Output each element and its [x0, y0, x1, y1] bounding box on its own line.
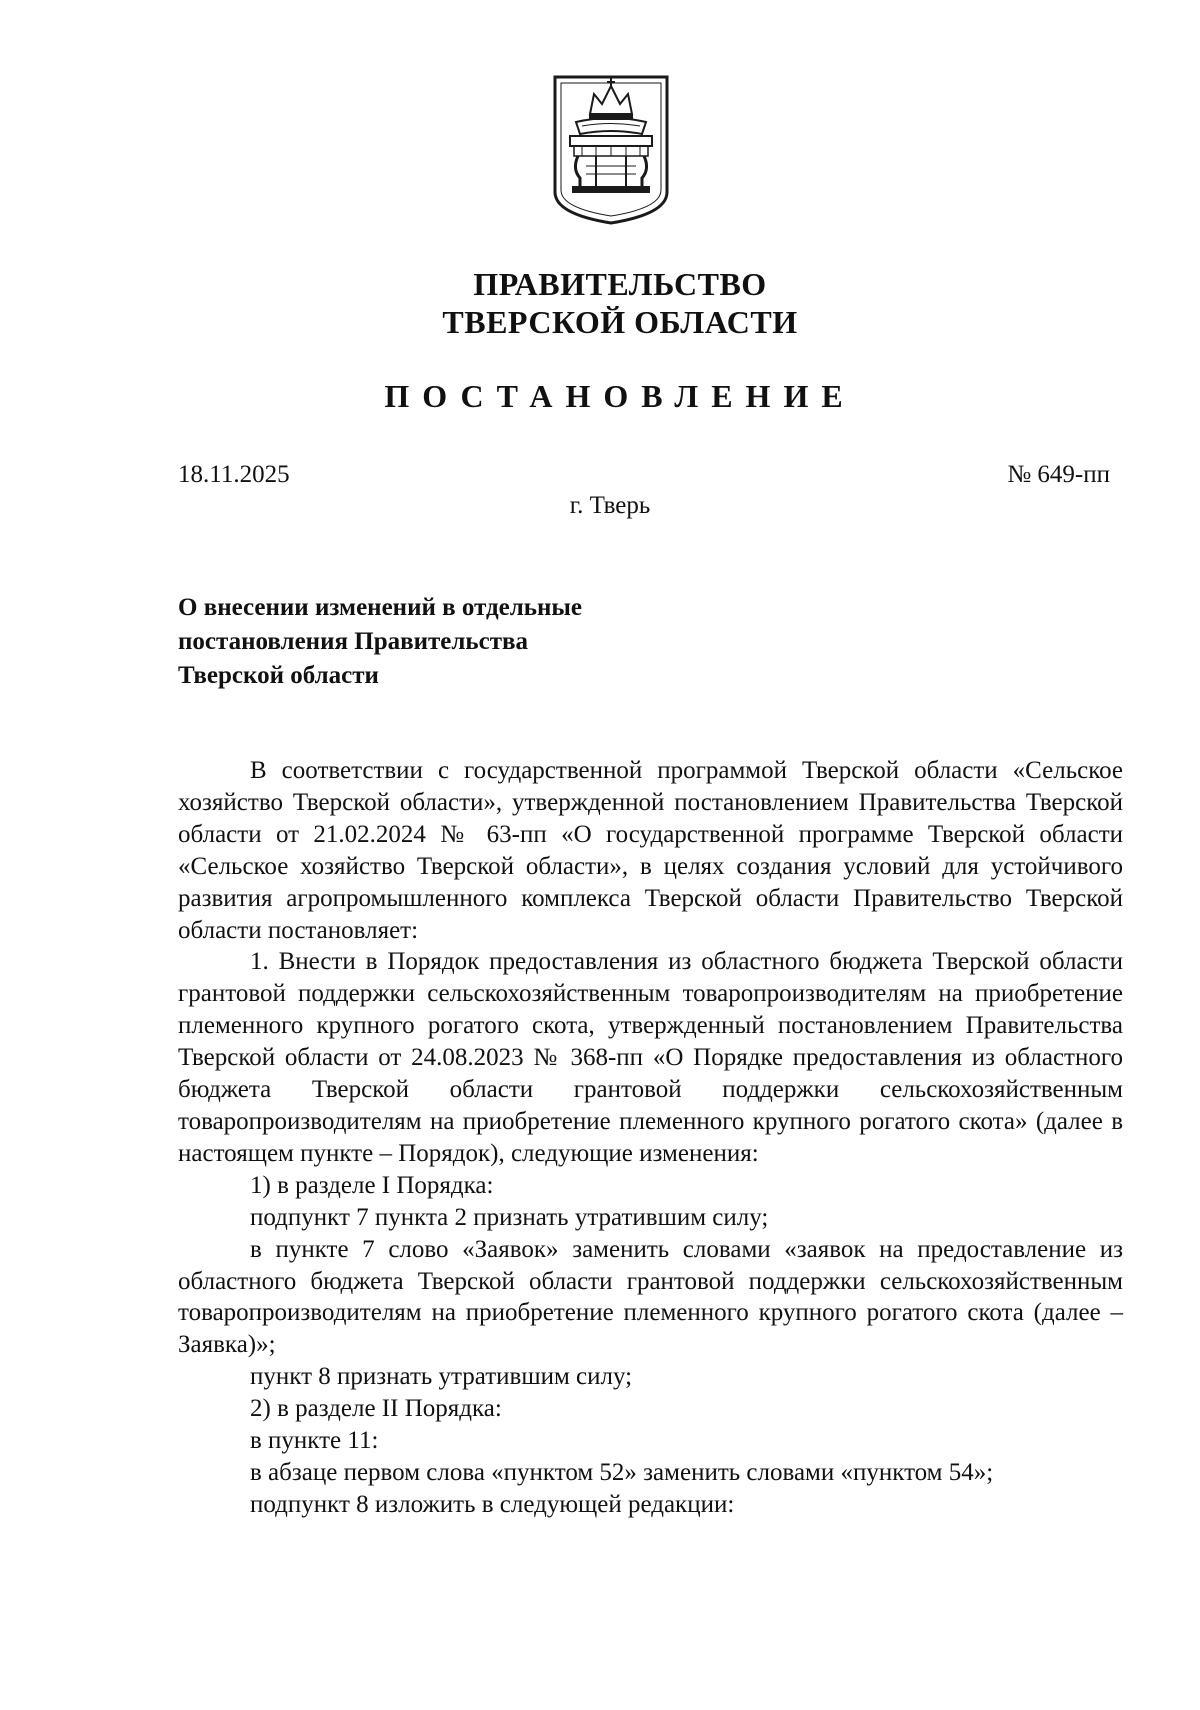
- document-city: г. Тверь: [569, 492, 651, 519]
- body-paragraph: подпункт 7 пункта 2 признать утратившим силу;: [250, 1203, 769, 1231]
- document-number: № 649-пп: [1007, 461, 1110, 488]
- subject-line: О внесении изменений в отдельные: [178, 594, 583, 621]
- subject-line: Тверской области: [178, 662, 379, 689]
- org-name-line1: ПРАВИТЕЛЬСТВО: [473, 266, 767, 302]
- tver-coat-of-arms-icon: [552, 74, 670, 226]
- body-paragraph: в абзаце первом слова «пунктом 52» заменить словами «пунктом 54»;: [250, 1458, 994, 1486]
- body-paragraph: в пункте 11:: [250, 1427, 379, 1455]
- document-type: ПОСТАНОВЛЕНИЕ: [384, 378, 856, 414]
- subject-line: постановления Правительства: [178, 628, 528, 655]
- document-date: 18.11.2025: [178, 461, 290, 488]
- body-paragraph: 1. Внести в Порядок предоставления из областного бюджета Тверской области грантовой поддержки сельскохозяйственным товаропроизводителям на приобретение племенного крупного рогатого скота, утвержденный постановлением Правительства Тверской области от 24.08.2023 № 368-пп «О Порядке предоставления из областного бюджета Тверской области грантовой поддержки сельскохозяйственным товаропроизводителям на приобретение племенного крупного рогатого скота» (далее в настоящем пункте – Порядок), следующие изменения:: [178, 948, 1123, 1167]
- body-paragraph: В соответствии с государственной программой Тверской области «Сельское хозяйство Тверской области», утвержденной постановлением Правительства Тверской области от 21.02.2024 № 63-пп «О государственной программе Тверской области «Сельское хозяйство Тверской области», в целях создания условий для устойчивого развития агропромышленного комплекса Тверской области Правительство Тверской области постановляет:: [178, 757, 1123, 944]
- body-paragraph: 2) в разделе II Порядка:: [250, 1395, 502, 1423]
- org-name-line2: ТВЕРСКОЙ ОБЛАСТИ: [442, 304, 798, 340]
- document-body: [178, 755, 1123, 1521]
- body-paragraph: 1) в разделе I Порядка:: [250, 1171, 494, 1199]
- document-subject: [178, 591, 738, 693]
- body-paragraph: в пункте 7 слово «Заявок» заменить словами «заявок на предоставление из областного бюджета Тверской области грантовой поддержки сельскохозяйственным товаропроизводителям на приобретение племенного крупного рогатого скота (далее – Заявка)»;: [178, 1235, 1123, 1359]
- body-paragraph: пункт 8 признать утратившим силу;: [250, 1363, 633, 1391]
- body-paragraph: подпункт 8 изложить в следующей редакции:: [250, 1490, 735, 1518]
